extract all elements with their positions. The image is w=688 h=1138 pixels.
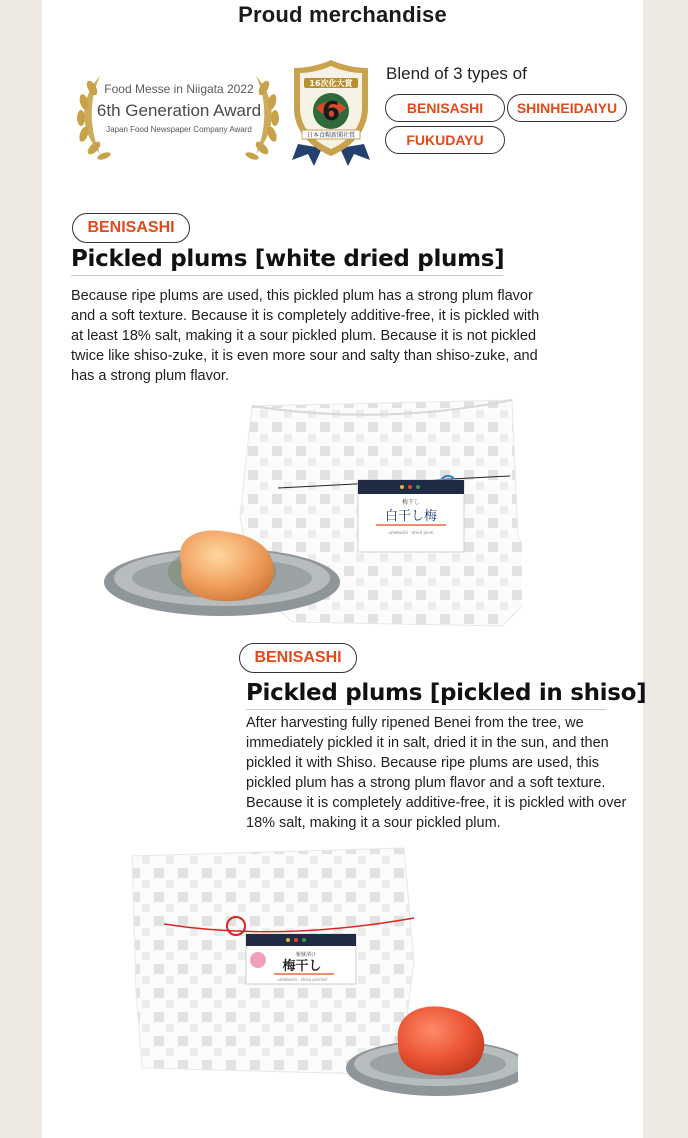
plum-type-fukudayu: FUKUDAYU — [385, 126, 505, 154]
product-1-title: Pickled plums [white dried plums] — [71, 246, 503, 276]
award-badge-icon — [288, 56, 374, 168]
label-2-small: 紫蘇漬け — [295, 952, 317, 958]
label-2-main: 梅干し — [282, 959, 322, 974]
blend-heading: Blend of 3 types of — [386, 64, 527, 83]
product-2-tag: BENISASHI — [239, 643, 357, 673]
merchandise-panel — [42, 0, 647, 1138]
white-dried-plum-package-image — [102, 396, 522, 632]
product-2-title: Pickled plums [pickled in shiso] — [246, 680, 606, 710]
badge-number: 6 — [321, 97, 341, 127]
product-1-description: Because ripe plums are used, this pickled plum has a strong plum flavor and a soft texture. Because it is completely additive-free, it is pickled with at least 18% salt, making it a sour pickled plum. Because it is not pickled twice like shiso-zuke, it is even more sour and salty than shiso-zuke, and has a strong plum flavor. — [71, 288, 540, 384]
plum-type-benisashi: BENISASHI — [385, 94, 505, 122]
shiso-plum-package-image — [128, 842, 518, 1104]
label-2-tiny: umeboshi · shiso pickled — [277, 977, 327, 982]
plum-type-shinheidaiyu: SHINHEIDAIYU — [507, 94, 627, 122]
award-event: Food Messe in Niigata 2022 — [104, 82, 254, 96]
award-name: 6th Generation Award — [96, 101, 262, 120]
badge-top-text: 16次化大賞 — [309, 79, 353, 88]
section-title: Proud merchandise — [238, 2, 447, 27]
label-1-tiny: umeboshi · dried plum — [388, 530, 434, 535]
product-2-description: After harvesting fully ripened Benei from the tree, we immediately pickled it in salt, dried it in the sun, and then pickled it with Shiso. Because ripe plums are used, this pickled plum has a strong plum flavor and a soft texture. Because it is completely additive-free, it is pickled with over 18% salt, making it a sour pickled plum. — [246, 715, 627, 831]
product-1-tag: BENISASHI — [72, 213, 190, 243]
award-company: Japan Food Newspaper Company Award — [106, 125, 252, 134]
badge-bottom-text: 日本食糧新聞社賞 — [306, 132, 356, 139]
label-1-small: 梅干し — [401, 499, 421, 506]
label-1-main: 白干し梅 — [384, 509, 438, 524]
